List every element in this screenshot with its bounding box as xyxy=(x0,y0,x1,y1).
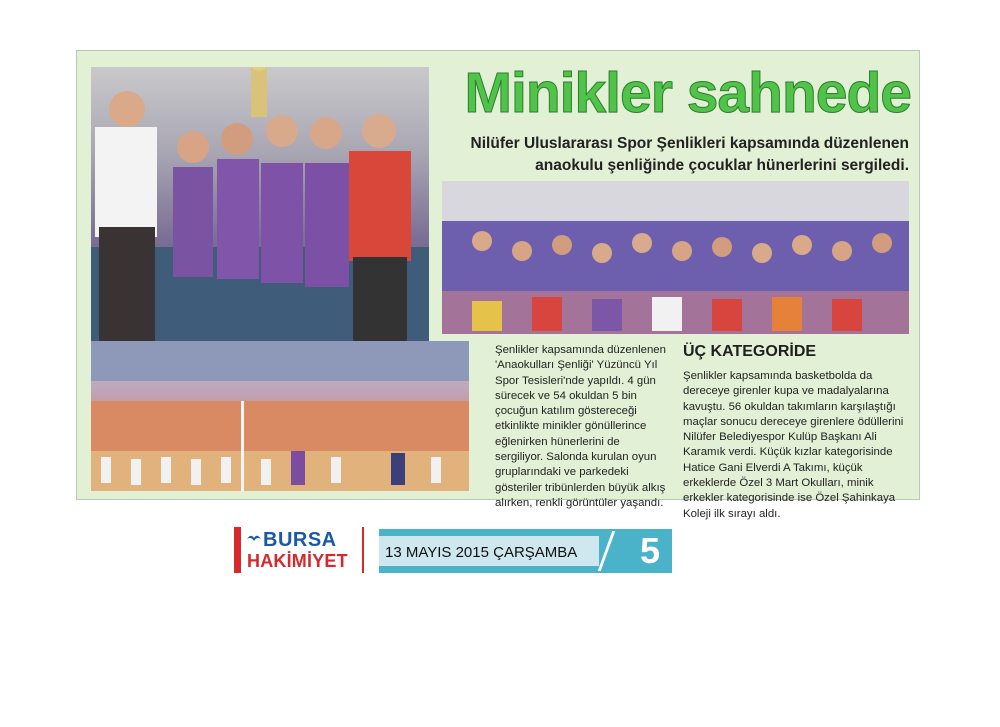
article-body-column-2: Şenlikler kapsamında basketbolda da dereceye girenler kupa ve madalyalarına kavuştu. 56 okuldan takımların karşılaştığı maçlar sonucu dereceye girenlere ödüllerini Nilüfer Belediyespor Kulüp Başkanı Ali Karamık verdi. Küçük kızlar kategorisinde Hatice Gani Elverdi A Takımı, küçük erkeklerde Özel 3 Mart Okulları, minik erkekler kategorisinde ise Özel Şahinkaya Koleji ilk sırayı aldı. xyxy=(683,370,904,520)
newspaper-clipping xyxy=(76,50,920,520)
crowd-photo xyxy=(442,181,909,334)
date-box xyxy=(379,536,599,566)
logo-text-top: BURSA xyxy=(263,529,337,551)
article-body-column-1: Şenlikler kapsamında düzenlenen 'Anaokulları Şenliği' Yüzüncü Yıl Spor Tesisleri'nde yapıldı. 4 gün sürecek ve 54 okuldan 5 bin çocuğun katılım göstereceği etkinlikte minikler gönüllerince eğlenirken hünerlerini de sergiliyor. Salonda kurulan oyun gruplarındaki ve parkedeki gösteriler tribünlerden büyük alkış alırken, renkli görüntüler yaşandı. xyxy=(495,344,666,509)
publication-date: 13 MAYIS 2015 ÇARŞAMBA xyxy=(385,544,578,561)
page-number: 5 xyxy=(639,530,660,571)
headline: Minikler sahnede xyxy=(464,61,911,125)
bird-icon xyxy=(247,533,261,543)
logo-text-bottom: HAKİMİYET xyxy=(247,551,348,571)
trophy-team-photo xyxy=(91,67,429,353)
divider-slash xyxy=(598,531,616,571)
gym-performance-photo xyxy=(91,341,469,491)
deck-subtitle: Nilüfer Uluslararası Spor Şenlikleri kapsamında düzenlenen anaokulu şenliğinde çocuklar hünerlerini sergiledi. xyxy=(470,135,909,174)
section-subhead: ÜÇ KATEGORİDE xyxy=(683,343,817,360)
publication-logo xyxy=(234,527,364,573)
date-bar xyxy=(379,529,672,573)
